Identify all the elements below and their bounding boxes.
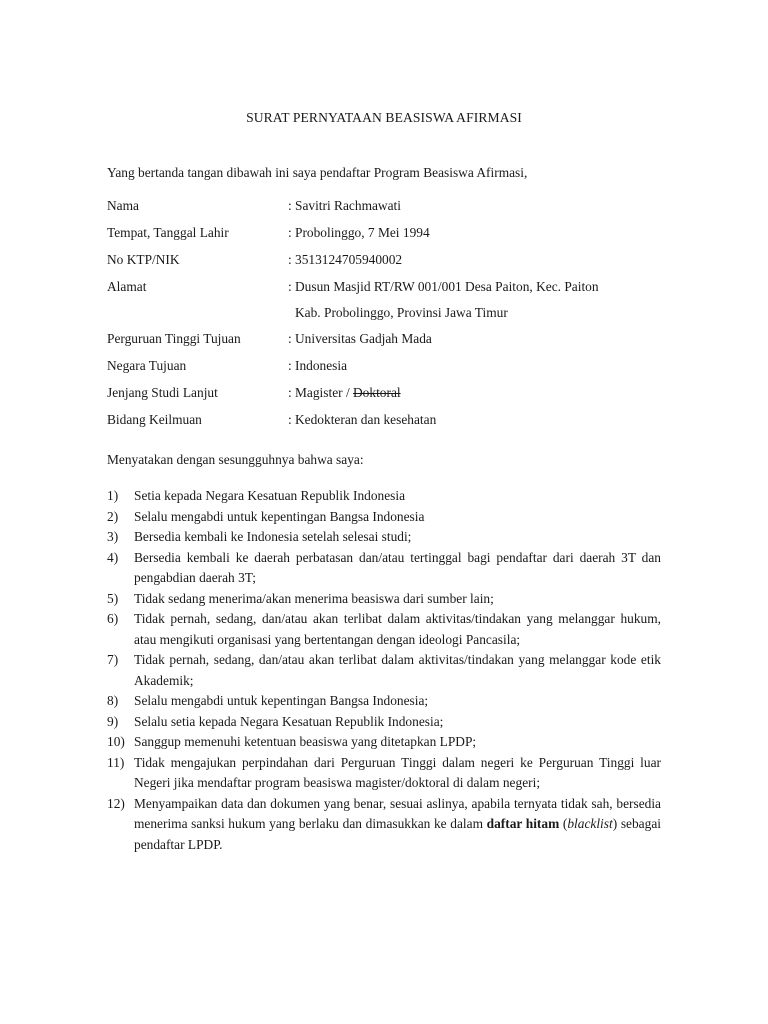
field-value: Universitas Gadjah Mada <box>295 331 432 346</box>
field-label: Bidang Keilmuan <box>107 412 202 427</box>
item-text: Bersedia kembali ke Indonesia setelah selesai studi; <box>134 529 412 544</box>
item-text <box>134 794 661 856</box>
item-text: Tidak mengajukan perpindahan dari Perguruan Tinggi dalam negeri ke Perguruan Tinggi luar Negeri jika mendaftar program beasiswa magister/doktoral di dalam negeri; <box>134 754 661 790</box>
field-alamat <box>107 279 667 325</box>
item-text: Setia kepada Negara Kesatuan Republik Indonesia <box>134 488 406 503</box>
item-number: 8) <box>107 693 119 708</box>
item-text: Selalu mengabdi untuk kepentingan Bangsa Indonesia <box>134 508 425 524</box>
field-value: 3513124705940002 <box>295 252 403 267</box>
list-item <box>107 650 661 691</box>
field-pt <box>107 331 667 351</box>
list-item <box>107 609 661 650</box>
item-text: Bersedia kembali ke daerah perbatasan dan/atau tertinggal bagi pendaftar dari daerah 3T dan pengabdian daerah 3T; <box>134 549 661 585</box>
item-number: 2) <box>107 508 119 524</box>
item-number: 12) <box>107 795 125 811</box>
field-jenjang <box>107 385 667 405</box>
item-text-italic: blacklist <box>567 816 613 831</box>
item-text: Tidak pernah, sedang, dan/atau akan terlibat dalam aktivitas/tindakan yang melanggar kode etik Akademik; <box>134 652 661 688</box>
item-number: 9) <box>107 713 119 729</box>
item-number: 10) <box>107 734 125 749</box>
field-colon: : <box>288 331 292 346</box>
item-number: 3) <box>107 529 119 544</box>
field-label: Perguruan Tinggi Tujuan <box>107 331 241 346</box>
list-item <box>107 507 661 528</box>
list-item <box>107 486 661 507</box>
field-value: Probolinggo, 7 Mei 1994 <box>295 225 430 240</box>
item-text: Selalu setia kepada Negara Kesatuan Republik Indonesia; <box>134 713 444 729</box>
item-number: 6) <box>107 611 119 626</box>
declaration-intro: Menyatakan dengan sesungguhnya bahwa saya: <box>107 452 364 467</box>
field-label: No KTP/NIK <box>107 252 180 267</box>
item-text: Tidak pernah, sedang, dan/atau akan terlibat dalam aktivitas/tindakan yang melanggar hukum, atau mengikuti organisasi yang bertentangan dengan ideologi Pancasila; <box>134 611 661 647</box>
declaration-list <box>107 486 661 855</box>
field-colon: : <box>288 252 292 267</box>
field-ktp <box>107 252 667 272</box>
intro-text: Yang bertanda tangan dibawah ini saya pendaftar Program Beasiswa Afirmasi, <box>107 165 528 180</box>
field-label: Alamat <box>107 279 147 294</box>
field-value-line1: Dusun Masjid RT/RW 001/001 Desa Paiton, Kec. Paiton <box>295 279 599 294</box>
field-value: Savitri Rachmawati <box>295 198 401 213</box>
field-label: Negara Tujuan <box>107 358 187 373</box>
field-colon: : <box>288 358 292 373</box>
field-value: Kedokteran dan kesehatan <box>295 412 437 427</box>
item-text: Tidak sedang menerima/akan menerima beasiswa dari sumber lain; <box>134 590 494 606</box>
field-colon: : <box>288 198 292 213</box>
field-label: Nama <box>107 198 139 213</box>
item-number: 11) <box>107 754 125 770</box>
field-value <box>295 385 401 401</box>
item-number: 1) <box>107 488 119 503</box>
list-item <box>107 712 661 733</box>
field-colon: : <box>288 279 292 294</box>
field-nama <box>107 198 667 218</box>
item-number: 4) <box>107 549 119 565</box>
field-label: Tempat, Tanggal Lahir <box>107 225 229 240</box>
item-number: 5) <box>107 590 119 606</box>
list-item <box>107 589 661 610</box>
item-text-mid: ( <box>559 816 568 831</box>
field-colon: : <box>288 385 292 400</box>
item-text-bold: daftar hitam <box>486 816 560 831</box>
field-negara <box>107 358 667 378</box>
list-item <box>107 548 661 589</box>
field-value-prefix: Magister / <box>295 385 354 400</box>
list-item <box>107 794 661 856</box>
list-item <box>107 527 661 548</box>
field-value: Indonesia <box>295 358 348 373</box>
field-value-line2: Kab. Probolinggo, Provinsi Jawa Timur <box>295 305 508 320</box>
item-text-start: Menyampaikan data dan dokumen yang benar, sesuai aslinya, apabila ternyata tidak sah, bersedia menerima sanksi hukum yang berlaku dan dimasukkan ke dalam <box>134 795 661 831</box>
field-bidang <box>107 412 667 432</box>
field-label: Jenjang Studi Lanjut <box>107 385 218 400</box>
list-item <box>107 753 661 794</box>
item-text-end: ) sebagai pendaftar LPDP. <box>134 816 661 852</box>
field-ttl <box>107 225 667 245</box>
item-text: Selalu mengabdi untuk kepentingan Bangsa Indonesia; <box>134 693 429 708</box>
list-item <box>107 691 661 712</box>
field-colon: : <box>288 412 292 427</box>
document-title: SURAT PERNYATAAN BEASISWA AFIRMASI <box>246 110 522 125</box>
struck-option: Doktoral <box>353 385 401 400</box>
field-colon: : <box>288 225 292 240</box>
item-number: 7) <box>107 652 119 667</box>
list-item <box>107 732 661 753</box>
item-text: Sanggup memenuhi ketentuan beasiswa yang ditetapkan LPDP; <box>134 734 477 749</box>
